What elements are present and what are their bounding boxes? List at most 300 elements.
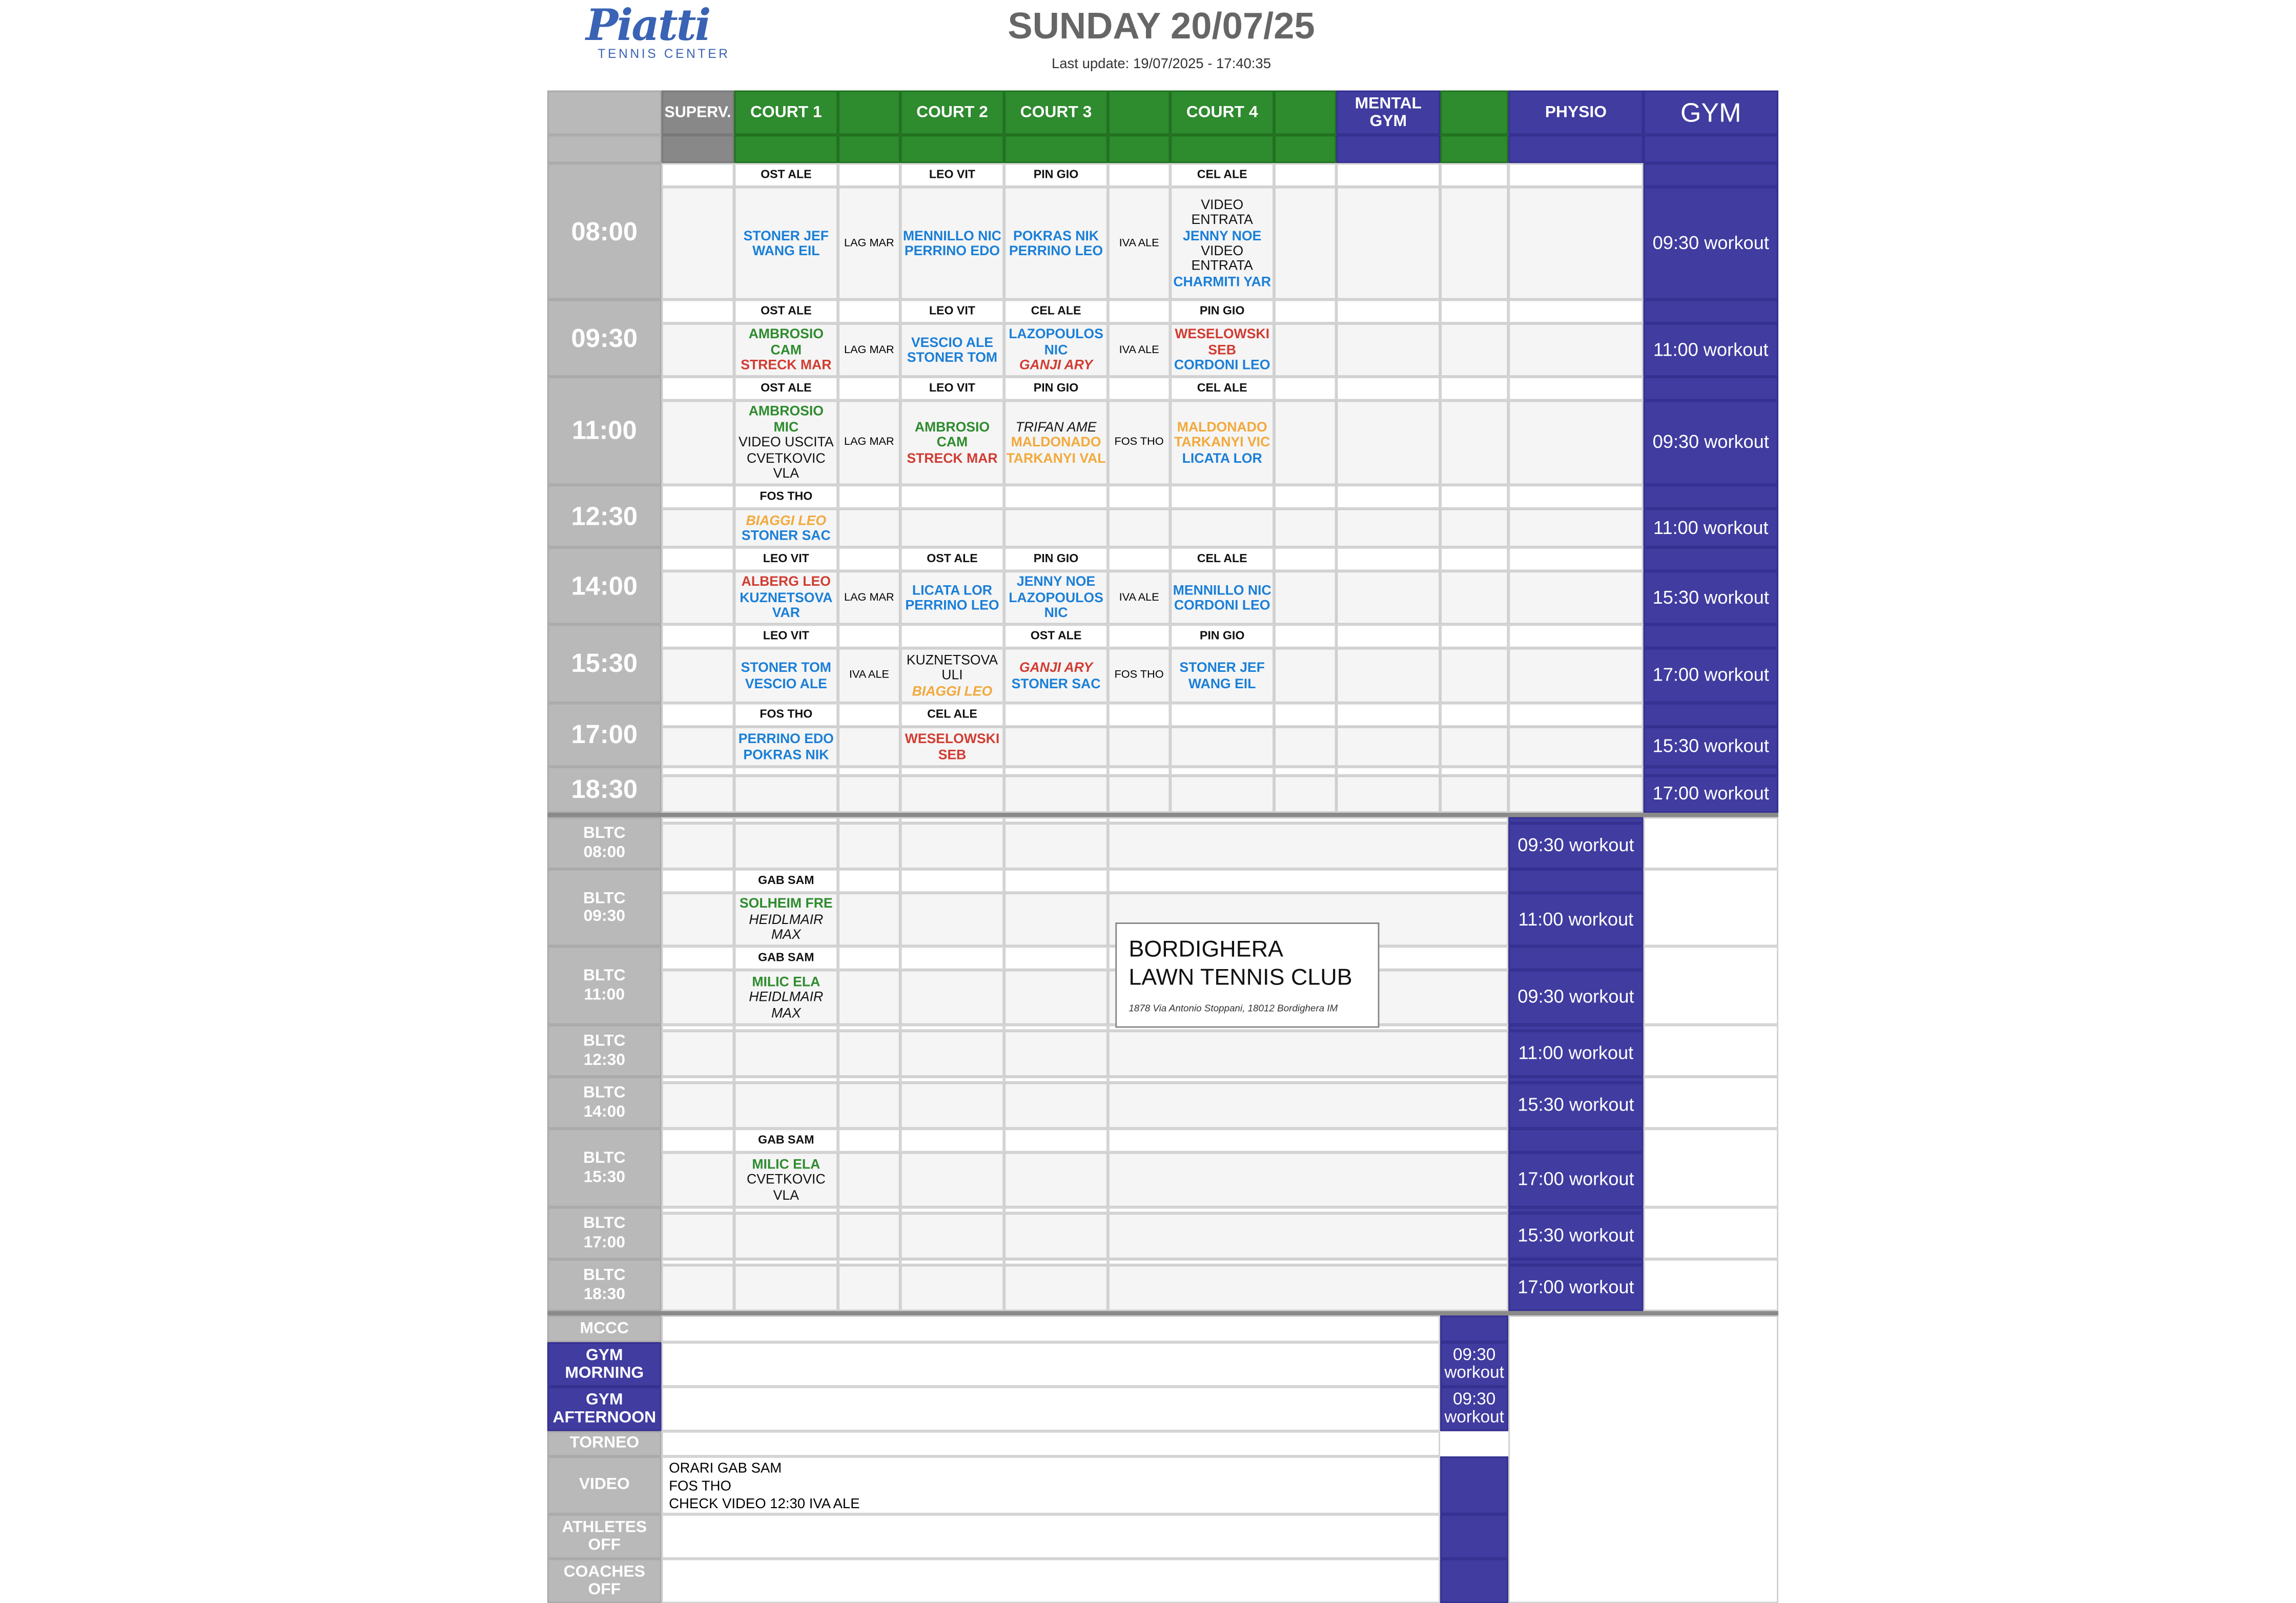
- supervisor-cell: [1274, 377, 1337, 400]
- supervisor-cell: [662, 377, 734, 400]
- player-name: WESELOWSKI SEB: [905, 731, 1000, 762]
- player-name: BIAGGI LEO: [746, 512, 827, 528]
- col-court1-coach: [838, 91, 900, 135]
- supervisor-cell: [734, 485, 838, 508]
- merged-area: [1108, 1083, 1508, 1129]
- header-subrow: [1508, 135, 1643, 163]
- player-name: CORDONI LEO: [1174, 598, 1270, 613]
- physio-workout-text: 11:00 workout: [1518, 909, 1634, 930]
- slot-cell: [900, 187, 1004, 300]
- slot-cell: [1274, 648, 1337, 703]
- physio-spacer: [1508, 946, 1643, 970]
- physio-workout: [1508, 1153, 1643, 1207]
- supervisor-cell: [1170, 163, 1274, 187]
- slot-cell: [838, 893, 900, 946]
- supervisor-cell: [734, 547, 838, 571]
- slot-cell: [734, 970, 838, 1025]
- col-court1: [734, 91, 838, 135]
- gym-workout-text: 11:00 workout: [1653, 339, 1769, 360]
- slot-cell: [734, 187, 838, 300]
- slot-cell: [1108, 727, 1171, 767]
- supervisor-cell: [900, 703, 1004, 727]
- col-court1-label: COURT 1: [750, 103, 822, 121]
- supervisor-cell: [1336, 547, 1440, 571]
- supervisor-cell: [900, 1207, 1004, 1214]
- player-name: HEIDLMAIR MAX: [749, 912, 824, 942]
- piatti-logo: [586, 0, 749, 68]
- slot-cell: [900, 893, 1004, 946]
- slot-cell: [662, 727, 734, 767]
- player-name: WANG EIL: [1188, 675, 1256, 691]
- footer-body: [662, 1514, 1440, 1559]
- slot-cell: [662, 509, 734, 547]
- gym-workout: [1644, 648, 1778, 703]
- slot-cell: [1336, 187, 1440, 300]
- slot-cell: [900, 727, 1004, 767]
- supervisor-cell: [734, 1025, 838, 1031]
- slot-cell: [838, 727, 900, 767]
- footer-body: [662, 1559, 1440, 1603]
- player-name: STONER SAC: [1011, 675, 1101, 691]
- supervisor-cell: [662, 869, 734, 893]
- supervisor-cell: [1004, 946, 1108, 970]
- footer-workout: [1440, 1559, 1508, 1603]
- supervisor-cell: [838, 377, 900, 400]
- time-label: [547, 547, 662, 624]
- physio-workout-text: 11:00 workout: [1518, 1043, 1634, 1064]
- slot-cell: [1004, 187, 1108, 300]
- supervisor-cell: [838, 624, 900, 648]
- supervisor-cell: [734, 946, 838, 970]
- bltc-time-label: [547, 1128, 662, 1207]
- supervisor-name: PIN GIO: [1033, 167, 1079, 181]
- supervisor-cell: [1274, 485, 1337, 508]
- footer-workout-text: 09:30 workout: [1444, 1390, 1504, 1427]
- bltc-time-label: [547, 1259, 662, 1311]
- supervisor-name: OST ALE: [761, 381, 812, 395]
- header-subrow: [900, 135, 1004, 163]
- slot-cell: [1108, 776, 1171, 813]
- supervisor-cell: [1004, 1025, 1108, 1031]
- supervisor-name: LEO VIT: [929, 303, 975, 317]
- supervisor-name: CEL ALE: [1031, 303, 1081, 317]
- supervisor-cell: [734, 703, 838, 727]
- slot-cell: [662, 1265, 734, 1311]
- supervisor-cell: [1004, 1128, 1108, 1152]
- supervisor-cell: [1440, 300, 1508, 323]
- time-text: 17:00: [571, 720, 638, 750]
- player-name: ALBERG LEO: [741, 574, 831, 590]
- section-divider: [547, 1311, 1778, 1316]
- slot-cell: [1108, 571, 1171, 624]
- supervisor-cell: [838, 1128, 900, 1152]
- slot-cell: [1004, 400, 1108, 485]
- merged-area: [1108, 1259, 1508, 1265]
- player-name: MILIC ELA: [752, 974, 821, 989]
- bltc-time-text: BLTC 14:00: [583, 1084, 626, 1121]
- player-name: LAG MAR: [844, 235, 894, 249]
- supervisor-cell: [838, 163, 900, 187]
- supervisor-cell: [900, 624, 1004, 648]
- slot-cell: [838, 970, 900, 1025]
- slot-cell: [1440, 571, 1508, 624]
- header-subrow: [1644, 135, 1778, 163]
- slot-cell: [1336, 648, 1440, 703]
- slot-cell: [1440, 509, 1508, 547]
- slot-cell: [900, 970, 1004, 1025]
- supervisor-cell: [662, 624, 734, 648]
- video-note: ORARI GAB SAM FOS THO CHECK VIDEO 12:30 IVA ALE: [669, 1461, 860, 1513]
- slot-cell: [900, 1153, 1004, 1207]
- slot-cell: [1274, 187, 1337, 300]
- time-text: 15:30: [571, 648, 638, 679]
- supervisor-cell: [900, 1259, 1004, 1265]
- slot-cell: [1108, 400, 1171, 485]
- header-subrow: [1170, 135, 1274, 163]
- bltc-time-label: [547, 1077, 662, 1128]
- slot-cell: [662, 1031, 734, 1077]
- slot-cell: [734, 1083, 838, 1129]
- supervisor-cell: [662, 817, 734, 824]
- slot-cell: [1004, 1213, 1108, 1259]
- col-court4-coach: [1274, 91, 1337, 135]
- supervisor-cell: [734, 869, 838, 893]
- slot-cell: [838, 323, 900, 377]
- slot-cell: [1440, 400, 1508, 485]
- slot-cell: [1004, 1031, 1108, 1077]
- merged-area: [1108, 869, 1508, 893]
- footer-workout-text: 09:30 workout: [1444, 1346, 1504, 1383]
- slot-cell: [1508, 727, 1643, 767]
- bltc-time-text: BLTC 11:00: [583, 967, 626, 1003]
- supervisor-cell: [838, 767, 900, 775]
- footer-label: [547, 1456, 662, 1514]
- time-label: [547, 624, 662, 703]
- supervisor-cell: [1004, 163, 1108, 187]
- header-subrow: [1336, 135, 1440, 163]
- time-text: 11:00: [571, 416, 637, 446]
- supervisor-name: OST ALE: [761, 303, 812, 317]
- physio-workout-text: 09:30 workout: [1518, 987, 1634, 1008]
- slot-cell: [662, 187, 734, 300]
- player-name: LAG MAR: [844, 590, 894, 604]
- player-name: CHARMITI YAR: [1173, 274, 1271, 289]
- player-name: MENNILLO NIC: [903, 228, 1001, 243]
- physio-workout: [1508, 1083, 1643, 1129]
- player-name: FOS THO: [1114, 668, 1164, 682]
- slot-cell: [900, 509, 1004, 547]
- supervisor-cell: [1336, 485, 1440, 508]
- slot-cell: [1108, 509, 1171, 547]
- slot-cell: [734, 893, 838, 946]
- player-name: STRECK MAR: [741, 358, 832, 373]
- gym-empty: [1644, 1207, 1778, 1259]
- player-name: VIDEO USCITA: [738, 435, 834, 450]
- supervisor-cell: [1336, 377, 1440, 400]
- player-name: LAZOPOULOS NIC: [1009, 590, 1103, 621]
- slot-cell: [734, 823, 838, 869]
- player-name: LICATA LOR: [912, 582, 992, 598]
- slot-cell: [838, 1213, 900, 1259]
- supervisor-cell: [1108, 300, 1171, 323]
- supervisor-cell: [838, 1025, 900, 1031]
- slot-cell: [1440, 648, 1508, 703]
- slot-cell: [1336, 571, 1440, 624]
- supervisor-cell: [1508, 624, 1643, 648]
- gym-spacer: [1644, 300, 1778, 323]
- slot-cell: [838, 823, 900, 869]
- gym-empty: [1644, 1077, 1778, 1128]
- supervisor-cell: [838, 1077, 900, 1083]
- header-subrow: [547, 135, 662, 163]
- player-name: STONER JEF: [743, 228, 829, 243]
- supervisor-cell: [1274, 703, 1337, 727]
- gym-spacer: [1644, 377, 1778, 400]
- slot-cell: [662, 823, 734, 869]
- player-name: PERRINO LEO: [905, 598, 999, 613]
- header-subrow: [734, 135, 838, 163]
- supervisor-cell: [1274, 624, 1337, 648]
- supervisor-cell: [734, 624, 838, 648]
- col-superv: [662, 91, 734, 135]
- slot-cell: [900, 776, 1004, 813]
- merged-area: [1108, 1153, 1508, 1207]
- player-name: LAZOPOULOS NIC: [1009, 326, 1103, 357]
- player-name: AMBROSIO CAM: [748, 326, 824, 357]
- slot-cell: [662, 400, 734, 485]
- physio-workout: [1508, 1031, 1643, 1077]
- player-name: WESELOWSKI SEB: [1175, 326, 1269, 357]
- time-label: [547, 485, 662, 547]
- supervisor-cell: [1440, 163, 1508, 187]
- slot-cell: [734, 1265, 838, 1311]
- player-name: CVETKOVIC VLA: [746, 1172, 826, 1203]
- slot-cell: [734, 1153, 838, 1207]
- supervisor-cell: [1508, 485, 1643, 508]
- gym-workout: [1644, 323, 1778, 377]
- supervisor-cell: [1336, 703, 1440, 727]
- footer-workout: [1440, 1456, 1508, 1514]
- slot-cell: [1170, 776, 1274, 813]
- supervisor-cell: [1440, 703, 1508, 727]
- supervisor-cell: [1004, 300, 1108, 323]
- gym-empty: [1644, 869, 1778, 946]
- physio-spacer: [1508, 1077, 1643, 1083]
- slot-cell: [838, 1031, 900, 1077]
- time-label: [547, 300, 662, 377]
- supervisor-name: CEL ALE: [927, 707, 977, 721]
- player-name: STONER TOM: [907, 350, 998, 365]
- bltc-time-label: [547, 1025, 662, 1077]
- gym-empty: [1644, 1025, 1778, 1077]
- supervisor-cell: [1004, 869, 1108, 893]
- supervisor-cell: [1508, 300, 1643, 323]
- supervisor-cell: [734, 1259, 838, 1265]
- physio-workout: [1508, 893, 1643, 946]
- supervisor-name: GAB SAM: [758, 950, 814, 964]
- player-name: LAG MAR: [844, 342, 894, 356]
- bltc-time-label: [547, 869, 662, 946]
- player-name: MALDONADO: [1011, 435, 1101, 450]
- gym-workout-text: 17:00 workout: [1652, 783, 1769, 805]
- footer-label-text: COACHES OFF: [563, 1562, 645, 1599]
- supervisor-cell: [1336, 300, 1440, 323]
- supervisor-cell: [662, 1259, 734, 1265]
- supervisor-cell: [1108, 703, 1171, 727]
- supervisor-cell: [838, 485, 900, 508]
- player-name: BIAGGI LEO: [912, 683, 993, 698]
- player-name: IVA ALE: [1119, 590, 1159, 604]
- supervisor-name: OST ALE: [1030, 628, 1082, 642]
- gym-spacer: [1644, 547, 1778, 571]
- col-court3-coach: [1108, 91, 1171, 135]
- slot-cell: [900, 648, 1004, 703]
- supervisor-cell: [900, 946, 1004, 970]
- player-name: GANJI ARY: [1019, 358, 1093, 373]
- supervisor-cell: [900, 485, 1004, 508]
- slot-cell: [662, 1153, 734, 1207]
- supervisor-cell: [838, 547, 900, 571]
- supervisor-cell: [838, 1259, 900, 1265]
- supervisor-name: CEL ALE: [1197, 551, 1247, 565]
- player-name: STRECK MAR: [907, 450, 998, 465]
- col-mental-gym: [1336, 91, 1440, 135]
- slot-cell: [1440, 727, 1508, 767]
- supervisor-cell: [1004, 1259, 1108, 1265]
- slot-cell: [1170, 509, 1274, 547]
- gym-workout: [1644, 727, 1778, 767]
- supervisor-cell: [734, 817, 838, 824]
- col-gym: [1644, 91, 1778, 135]
- supervisor-cell: [662, 767, 734, 775]
- gym-workout: [1644, 571, 1778, 624]
- merged-area: [1108, 1128, 1508, 1152]
- col-mental-label: MENTAL GYM: [1355, 95, 1422, 131]
- slot-cell: [1274, 776, 1337, 813]
- supervisor-name: PIN GIO: [1033, 381, 1079, 395]
- time-label: [547, 767, 662, 813]
- supervisor-name: LEO VIT: [763, 551, 809, 565]
- supervisor-cell: [1108, 377, 1171, 400]
- supervisor-cell: [1440, 767, 1508, 775]
- slot-cell: [1508, 571, 1643, 624]
- header-subrow: [1108, 135, 1171, 163]
- supervisor-cell: [734, 1128, 838, 1152]
- supervisor-cell: [1336, 624, 1440, 648]
- footer-workout: [1440, 1514, 1508, 1559]
- slot-cell: [838, 187, 900, 300]
- header-subrow: [838, 135, 900, 163]
- supervisor-name: GAB SAM: [758, 873, 814, 887]
- supervisor-cell: [734, 377, 838, 400]
- slot-cell: [838, 776, 900, 813]
- header-subrow: [1004, 135, 1108, 163]
- footer-body: [662, 1342, 1440, 1387]
- supervisor-cell: [1440, 547, 1508, 571]
- slot-cell: [900, 1083, 1004, 1129]
- time-label: [547, 163, 662, 299]
- supervisor-cell: [1274, 547, 1337, 571]
- footer-body: [662, 1387, 1440, 1431]
- footer-body: [662, 1456, 1440, 1514]
- supervisor-name: FOS THO: [760, 707, 813, 721]
- bordighera-box: [1115, 922, 1379, 1027]
- col-superv-label: SUPERV.: [664, 103, 731, 121]
- slot-cell: [1004, 823, 1108, 869]
- slot-cell: [1004, 776, 1108, 813]
- gym-workout-text: 15:30 workout: [1652, 736, 1769, 757]
- supervisor-cell: [1336, 163, 1440, 187]
- slot-cell: [900, 1031, 1004, 1077]
- supervisor-cell: [1508, 163, 1643, 187]
- physio-workout: [1508, 1265, 1643, 1311]
- supervisor-cell: [1274, 163, 1337, 187]
- footer-right-blank: [1508, 1316, 1778, 1603]
- player-name: VIDEO ENTRATA: [1191, 197, 1253, 228]
- bltc-time-text: BLTC 09:30: [583, 889, 626, 926]
- supervisor-cell: [838, 869, 900, 893]
- supervisor-cell: [900, 377, 1004, 400]
- supervisor-cell: [662, 946, 734, 970]
- player-name: CORDONI LEO: [1174, 358, 1270, 373]
- gym-workout-text: 11:00 workout: [1653, 517, 1769, 538]
- player-name: JENNY NOE: [1183, 228, 1262, 243]
- supervisor-cell: [1170, 624, 1274, 648]
- supervisor-cell: [662, 1128, 734, 1152]
- bltc-time-text: BLTC 08:00: [583, 825, 626, 861]
- slot-cell: [900, 823, 1004, 869]
- supervisor-name: CEL ALE: [1197, 381, 1247, 395]
- logo-wordmark: Piatti: [586, 0, 710, 51]
- footer-label: [547, 1431, 662, 1456]
- supervisor-cell: [838, 703, 900, 727]
- time-text: 18:30: [571, 774, 638, 805]
- gym-spacer: [1644, 485, 1778, 508]
- slot-cell: [1508, 400, 1643, 485]
- player-name: LAG MAR: [844, 435, 894, 448]
- player-name: POKRAS NIK: [743, 747, 829, 762]
- physio-workout-text: 09:30 workout: [1518, 835, 1634, 856]
- footer-label-text: GYM MORNING: [565, 1346, 644, 1383]
- supervisor-name: CEL ALE: [1197, 167, 1247, 181]
- bordighera-address: 1878 Via Antonio Stoppani, 18012 Bordighera IM: [1129, 1004, 1338, 1015]
- player-name: WANG EIL: [752, 243, 820, 258]
- supervisor-cell: [662, 547, 734, 571]
- supervisor-cell: [1170, 547, 1274, 571]
- col-gym-label: GYM: [1680, 97, 1741, 128]
- col-court4: [1170, 91, 1274, 135]
- player-name: TRIFAN AME: [1015, 419, 1097, 435]
- slot-cell: [900, 1265, 1004, 1311]
- supervisor-cell: [734, 767, 838, 775]
- supervisor-cell: [662, 1025, 734, 1031]
- player-name: FOS THO: [1114, 435, 1164, 448]
- gym-workout: [1644, 187, 1778, 300]
- slot-cell: [838, 400, 900, 485]
- slot-cell: [662, 571, 734, 624]
- bltc-time-text: BLTC 12:30: [583, 1032, 626, 1069]
- slot-cell: [662, 323, 734, 377]
- col-court4-label: COURT 4: [1186, 103, 1258, 121]
- slot-cell: [662, 893, 734, 946]
- section-divider: [547, 813, 1778, 817]
- slot-cell: [1170, 187, 1274, 300]
- gym-workout-text: 09:30 workout: [1652, 432, 1769, 453]
- gym-spacer: [1644, 703, 1778, 727]
- physio-spacer: [1508, 1259, 1643, 1265]
- supervisor-name: GAB SAM: [758, 1133, 814, 1146]
- physio-spacer: [1508, 1207, 1643, 1214]
